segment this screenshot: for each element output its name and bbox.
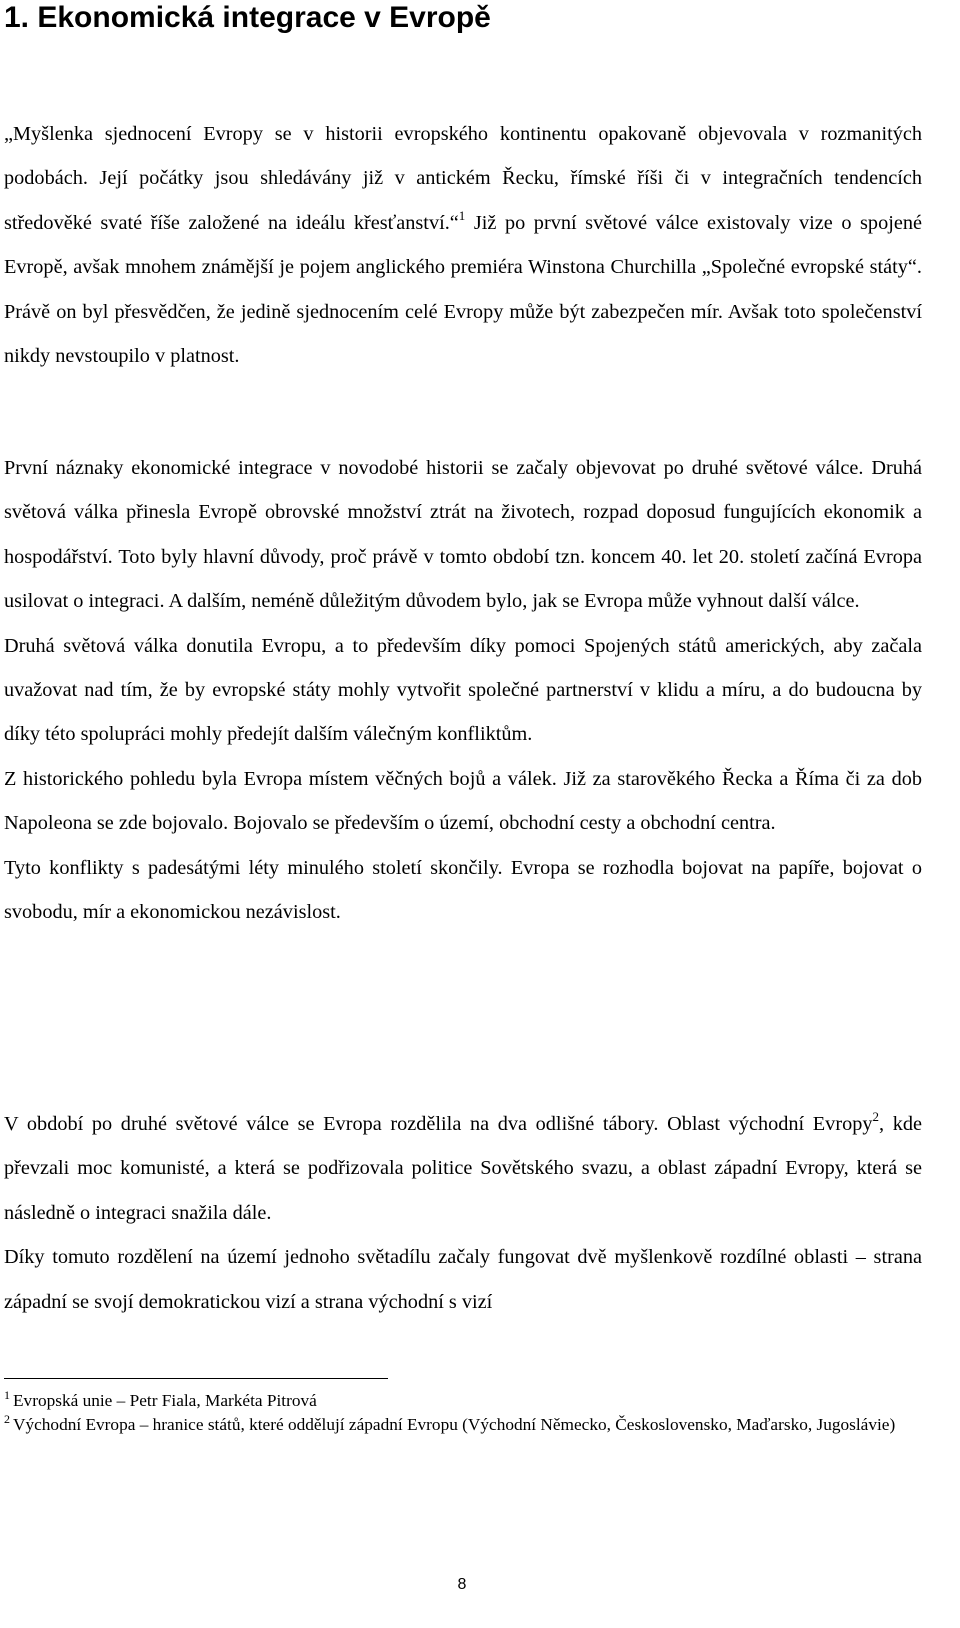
paragraph-intro-text: Již po první světové válce existovaly vize o spojené Evropě, avšak mnohem známější je pojem anglického premiéra Winstona Churchilla „Společné evropské státy“. Právě on byl přesvědčen, že jedině sjednocením celé Evropy může být zabezpečen mír. Avšak toto společenství nikdy nevstoupilo v platnost. xyxy=(4,211,922,368)
paragraph-division xyxy=(4,1102,922,1324)
footnote-ref-1: 1 xyxy=(458,207,466,223)
division-text-b: , kde převzali moc komunisté, a která se podřizovala politice Sovětského svazu, a oblast západní Evropy, která se následně o integraci snažila dále. xyxy=(4,1113,922,1224)
paragraph-intro xyxy=(4,112,922,378)
sentence-block-3: Z historického pohledu byla Evropa místem věčných bojů a válek. Již za starověkého Řecka a Říma či za dob Napoleona se zde bojovalo. Bojovalo se především o území, obchodní cesty a obchodní centra. xyxy=(4,767,922,835)
footnote-divider xyxy=(4,1378,388,1379)
sentence-block-2: Druhá světová válka donutila Evropu, a to především díky pomoci Spojených států amerických, aby začala uvažovat nad tím, že by evropské státy mohly vytvořit společné partnerství v klidu a míru, a do budoucna by díky této spolupráci mohly předejít dalším válečným konfliktům. xyxy=(4,634,922,746)
footnote-ref-2: 2 xyxy=(872,1109,879,1124)
footnote-1 xyxy=(4,1390,922,1414)
division-text-a: V období po druhé světové válce se Evropa rozdělila na dva odlišné tábory. Oblast východní Evropy xyxy=(4,1113,873,1135)
footnote-text: Evropská unie – Petr Fiala, Markéta Pitrová xyxy=(13,1391,317,1410)
footnote-2 xyxy=(4,1411,922,1438)
chapter-heading: 1. Ekonomická integrace v Evropě xyxy=(4,1,491,34)
paragraph-integration xyxy=(4,446,922,934)
sentence-block-4: Tyto konflikty s padesátými léty minulého století skončily. Evropa se rozhodla bojovat na papíře, bojovat o svobodu, mír a ekonomickou nezávislost. xyxy=(4,856,922,924)
page-number: 8 xyxy=(457,1576,467,1593)
division-text-c: Díky tomuto rozdělení na území jednoho světadílu začaly fungovat dvě myšlenkově rozdílné oblasti – strana západní se svojí demokratickou vizí a strana východní s vizí xyxy=(4,1246,922,1313)
footnote-number: 1 xyxy=(4,1388,10,1402)
quote-text: „Myšlenka sjednocení Evropy se v historii evropského kontinentu opakovaně objevovala v rozmanitých podobách. Její počátky jsou shledávány již v antickém Řecku, římské říši či v integračních tendencích středověké svaté říše založené na ideálu křesťanství.“ xyxy=(4,123,922,234)
sentence-block-1: První náznaky ekonomické integrace v novodobé historii se začaly objevovat po druhé světové válce. Druhá světová válka přinesla Evropě obrovské množství ztrát na životech, rozpad doposud fungujících ekonomik a hospodářství. Toto byly hlavní důvody, proč právě v tomto období tzn. koncem 40. let 20. století začíná Evropa usilovat o integraci. A dalším, neméně důležitým důvodem bylo, jak se Evropa může vyhnout další válce. xyxy=(4,457,922,613)
footnotes xyxy=(4,1390,922,1437)
footnote-text: Východní Evropa – hranice států, které oddělují západní Evropu (Východní Německo, Československo, Maďarsko, Jugoslávie) xyxy=(13,1414,896,1434)
footnote-number: 2 xyxy=(4,1411,10,1426)
